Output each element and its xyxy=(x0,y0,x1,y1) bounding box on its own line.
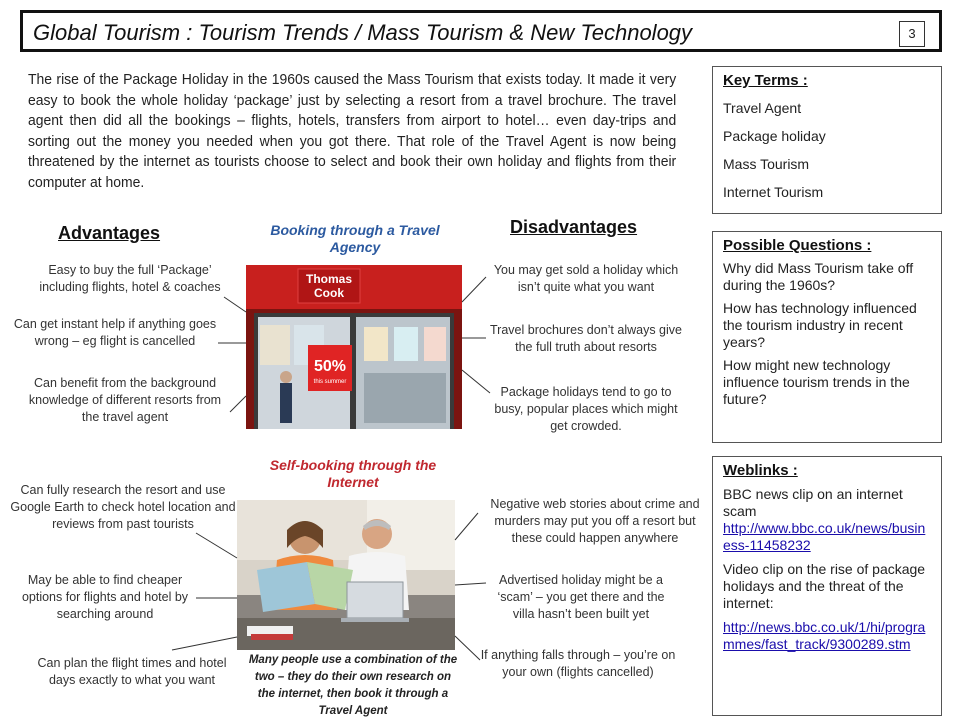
key-term: Package holiday xyxy=(723,128,826,144)
weblink-bbc-fast-track[interactable]: http://news.bbc.co.uk/1/hi/programmes/fast_track/9300289.stm xyxy=(723,619,926,652)
internet-caption: Self-booking through the Internet xyxy=(269,457,437,490)
internet-advantage: Can plan the flight times and hotel days exactly to what you want xyxy=(37,656,227,687)
weblink-description: Video clip on the rise of package holidays and the threat of the internet: xyxy=(723,561,926,611)
question: Why did Mass Tourism take off during the 1960s? xyxy=(723,260,914,293)
key-term: Internet Tourism xyxy=(723,184,824,200)
key-term: Mass Tourism xyxy=(723,156,810,172)
internet-disadvantage: If anything falls through – you’re on your own (flights cancelled) xyxy=(480,648,676,679)
connector-line xyxy=(196,533,237,558)
internet-disadvantage: Negative web stories about crime and murders may put you off a resort but these could happen anywhere xyxy=(490,497,700,545)
connector-line xyxy=(462,370,490,393)
connector-line xyxy=(224,297,246,312)
weblink-bbc-news[interactable]: http://www.bbc.co.uk/news/business-11458232 xyxy=(723,520,926,553)
agency-disadvantage: Travel brochures don’t always give the full truth about resorts xyxy=(490,323,682,354)
agency-advantage: Easy to buy the full ‘Package’ including flights, hotel & coaches xyxy=(39,263,221,294)
svg-text:this summer: this summer xyxy=(313,379,347,385)
agency-advantage: Can get instant help if anything goes wrong – eg flight is cancelled xyxy=(13,317,217,348)
advantages-heading: Advantages xyxy=(58,223,161,243)
agency-advantage: Can benefit from the background knowledge of different resorts from the travel agent xyxy=(28,376,222,424)
internet-advantage: May be able to find cheaper options for flights and hotel by searching around xyxy=(21,573,189,621)
key-terms-heading: Key Terms : xyxy=(723,72,808,89)
disadvantages-heading: Disadvantages xyxy=(510,217,638,237)
connector-line xyxy=(455,513,478,540)
key-term: Travel Agent xyxy=(723,100,802,116)
internet-disadvantage: Advertised holiday might be a ‘scam’ – you get there and the villa hasn’t been built yet xyxy=(497,573,665,621)
weblinks-heading: Weblinks : xyxy=(723,462,798,479)
page-title: Global Tourism : Tourism Trends / Mass Tourism & New Technology xyxy=(33,20,693,45)
internet-advantage: Can fully research the resort and use Google Earth to check hotel location and reviews from past tourists xyxy=(10,483,236,531)
connector-line xyxy=(455,583,486,585)
agency-caption: Booking through a Travel Agency xyxy=(270,222,440,255)
agency-disadvantage: You may get sold a holiday which isn’t quite what you want xyxy=(493,263,679,294)
page-number: 3 xyxy=(899,21,925,47)
questions-heading: Possible Questions : xyxy=(723,237,872,254)
connector-line xyxy=(230,396,246,412)
question: How might new technology influence tourism trends in the future? xyxy=(723,357,910,407)
shop-sign-text: Thomas xyxy=(305,272,353,286)
question: How has technology influenced the tourism industry in recent years? xyxy=(723,300,917,350)
intro-paragraph: The rise of the Package Holiday in the 1960s caused the Mass Tourism that exists today. It made it very easy to book the whole holiday ‘package’ just by selecting a resort from a travel brochure. The travel agent then did all the bookings – flights, hotels, transfers from airport to hotel… even day-trips and sorting out the money you needed when you got there. That role of the Travel Agent is now being threatened by the internet as tourists choose to select and book their own holiday and flights from their computer at home. xyxy=(28,71,677,191)
combination-quote: Many people use a combination of the two – they do their own research on the internet, then book it through a Travel Agent xyxy=(248,654,458,717)
svg-text:Cook: Cook xyxy=(314,286,344,300)
svg-text:50%: 50% xyxy=(313,358,347,375)
connector-line xyxy=(462,277,486,302)
agency-disadvantage: Package holidays tend to go to busy, popular places which might get crowded. xyxy=(494,385,678,433)
connector-line xyxy=(455,636,480,660)
connector-line xyxy=(172,637,237,650)
weblink-description: BBC news clip on an internet scam xyxy=(723,486,903,519)
